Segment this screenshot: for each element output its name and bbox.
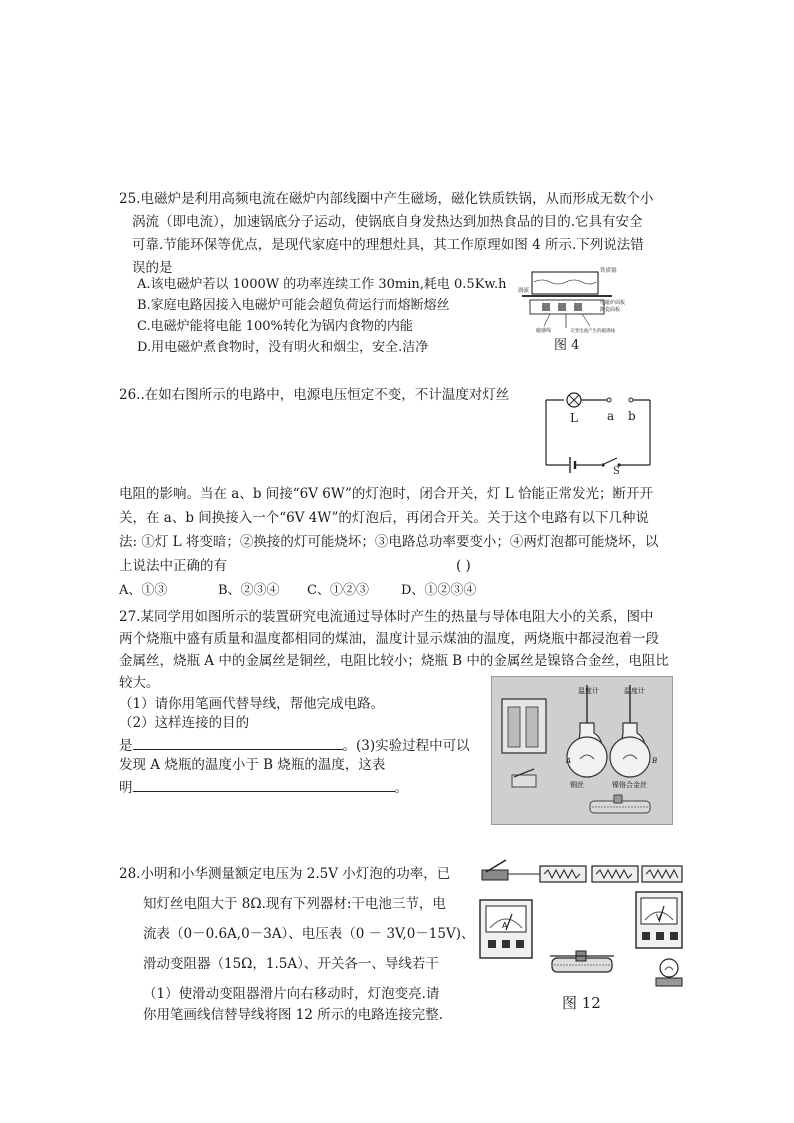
bulb-base	[656, 978, 682, 986]
q27-sub2: （2）这样连接的目的	[119, 715, 250, 731]
q28-line-5: （1）使滑动变阻器滑片向右移动时，灯泡变亮.请	[143, 986, 440, 1002]
q27-line-4: 较大。	[119, 675, 160, 691]
flask-a-label: A	[566, 757, 572, 765]
bulb-component	[660, 959, 678, 977]
q26-option-b: B、②③④	[218, 583, 280, 598]
figure-12-components	[476, 856, 686, 1016]
q25-option-d: D.用电磁炉煮食物时，没有明火和烟尘，安全.洁净	[137, 340, 429, 355]
label-alternating: 交变电流产生的磁感线	[570, 329, 615, 334]
lamp-label: L	[570, 411, 578, 425]
point-a-label: a	[607, 409, 615, 423]
label-ceramic: 陶瓷面板	[600, 307, 621, 313]
label-panel: 电磁炉面板	[600, 300, 626, 306]
q26-option-c: C、①②③	[307, 583, 369, 598]
q26-line-2: 电阻的影响。当在 a、b 间接“6V 6W”的灯泡时，闭合开关，灯 L 恰能正常发光；断开开	[119, 486, 653, 502]
q26-line-3: 关，在 a、b 间换接入一个“6V 4W”的灯泡后，再闭合开关。关于这个电路有以下几种说	[119, 510, 649, 526]
q26-circuit	[543, 388, 655, 477]
q25-line-3: 可靠.节能环保等优点，是现代家庭中的理想灶具，其工作原理如图 4 所示.下列说法错	[132, 237, 644, 253]
experiment-photo	[491, 676, 673, 825]
q28-line-3: 流表（0－0.6A,0－3A）、电压表（0 － 3V,0－15V)、	[143, 926, 475, 942]
q25-line-4: 误的是	[132, 260, 173, 276]
experiment-apparatus	[492, 677, 672, 824]
q27-sub3c-suffix: 。	[394, 780, 408, 796]
q26-answer-bracket: ( )	[456, 558, 471, 574]
switch-symbol	[604, 458, 617, 464]
q26-option-d: D、①②③④	[401, 583, 477, 598]
ammeter-label: A	[502, 921, 508, 930]
nichrome-wire-label: 镍铬合金丝	[612, 781, 647, 789]
q28-line-1: 28.小明和小华测量额定电压为 2.5V 小灯泡的功率，已	[119, 866, 451, 882]
label-iron-pot: 铁质锅	[600, 268, 617, 274]
voltmeter-label: V	[656, 913, 662, 922]
q27-sub3c-prefix: 明	[119, 780, 133, 796]
q27-sub2-prefix: 是	[119, 738, 133, 754]
q28-line-4: 滑动变阻器（15Ω，1.5A）、开关各一、导线若干	[143, 956, 439, 972]
q25-option-a: A.该电磁炉若以 1000W 的功率连续工作 30min,耗电 0.5Kw.h	[137, 277, 507, 292]
q27-line-1: 27.某同学用如图所示的装置研究电流通过导体时产生的热量与导体电阻大小的关系，图中	[119, 609, 654, 625]
q27-blank-1[interactable]	[133, 735, 343, 750]
q25-line-1: 25.电磁炉是利用高频电流在磁炉内部线圈中产生磁场，磁化铁质铁锅，从而形成无数个小	[119, 191, 654, 207]
q27-line-2: 两个烧瓶中盛有质量和温度都相同的煤油，温度计显示煤油的温度，两烧瓶中都浸泡着一段	[119, 631, 659, 647]
q28-line-2: 知灯丝电阻大于 8Ω.现有下列器材:干电池三节，电	[143, 896, 446, 912]
q25-line-2: 涡流（即电流），加速锅底分子运动，使锅底自身发热达到加热食品的目的.它具有安全	[132, 214, 643, 230]
thermometer-a-label: 温度计	[578, 687, 599, 695]
q26-option-a: A、①③	[119, 583, 168, 598]
q27-sub1: （1）请你用笔画代替导线，帮他完成电路。	[119, 696, 385, 712]
q27-sub3b: 发现 A 烧瓶的温度小于 B 烧瓶的温度，这表	[119, 757, 386, 773]
figure-4-caption: 图 4	[554, 338, 580, 353]
battery-1	[540, 866, 586, 882]
q27-sub3: 。(3)实验过程中可以	[342, 738, 470, 754]
figure-12-caption: 图 12	[562, 994, 601, 1012]
thermometer-b-label: 温度计	[624, 687, 645, 695]
q27-blank-2[interactable]	[133, 777, 395, 792]
copper-wire-label: 铜丝	[570, 781, 584, 789]
flask-b-label: B	[652, 757, 658, 765]
q26-line-1: 26..在如右图所示的电路中，电源电压恒定不变，不计温度对灯丝	[119, 387, 510, 403]
q27-line-3: 金属丝，烧瓶 A 中的金属丝是铜丝，电阻比较小；烧瓶 B 中的金属丝是镍铬合金丝，电阻比	[119, 653, 669, 669]
label-eddy: 涡流	[518, 288, 530, 294]
q25-option-b: B.家庭电路因接入电磁炉可能会超负荷运行而熔断熔丝	[137, 298, 450, 313]
q25-option-c: C.电磁炉能将电能 100%转化为锅内食物的内能	[137, 319, 413, 334]
point-b-label: b	[628, 409, 636, 423]
q26-line-4: 法: ①灯 L 将变暗；②换接的灯可能烧坏；③电路总功率要变小；④两灯泡都可能烧坏，以	[119, 534, 659, 550]
q28-line-6: 你用笔画线信替导线将图 12 所示的电路连接完整.	[143, 1007, 444, 1023]
q26-line-5: 上说法中正确的有	[119, 558, 227, 574]
battery-2	[592, 866, 638, 882]
label-magnetic-line: 磁感线	[536, 328, 552, 334]
switch-label: S	[613, 466, 620, 477]
